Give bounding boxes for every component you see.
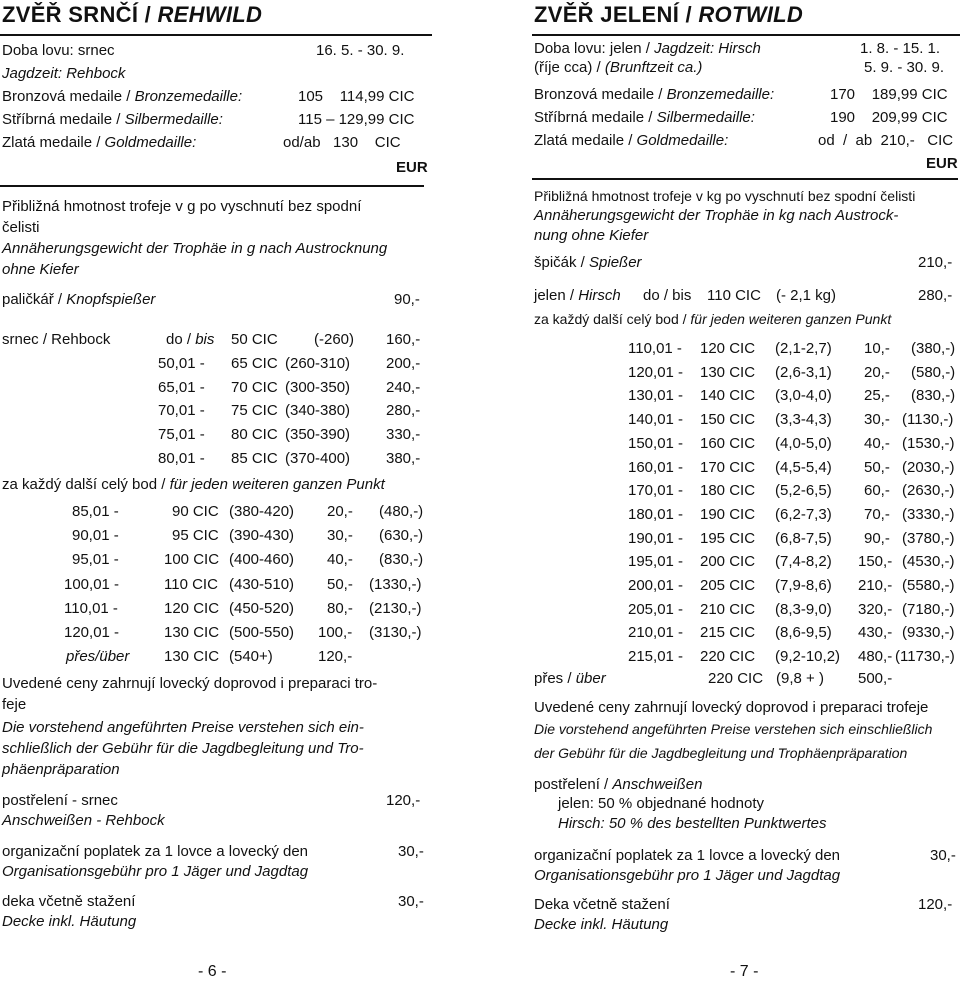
row-per-point: 320,- xyxy=(858,600,893,618)
row-price: 380,- xyxy=(386,450,421,467)
row-total: (630,-) xyxy=(379,527,424,545)
row-total: (2630,-) xyxy=(902,482,955,500)
row-weight: (7,9-8,6) xyxy=(775,577,832,594)
row-to: 70 CIC xyxy=(231,378,278,396)
row-to: 110 CIC xyxy=(164,575,218,593)
wound-label: postřelení / Anschweißen xyxy=(534,776,703,793)
row-from: 95,01 - xyxy=(72,551,119,569)
row-per-point: 430,- xyxy=(858,624,893,642)
hirsch-weight: (- 2,1 kg) xyxy=(776,287,837,304)
row-per-point: 100,- xyxy=(318,624,353,641)
row-per-point: 70,- xyxy=(864,505,890,523)
org-cz: organizační poplatek za 1 lovce a lovecký den xyxy=(534,847,841,864)
season-label: Doba lovu: jelen / Jagdzeit: Hirsch xyxy=(534,40,761,57)
note-de-3: phäenpräparation xyxy=(2,761,120,778)
season-dates: 16. 5. - 30. 9. xyxy=(316,42,405,59)
hirsch-label: jelen / Hirsch xyxy=(534,287,621,304)
hirsch-bis: do / bis xyxy=(643,287,692,304)
over-weight: (540+) xyxy=(229,648,273,665)
row-weight: (6,2-7,3) xyxy=(775,505,832,523)
row-price: 240,- xyxy=(386,378,421,396)
row-to: 90 CIC xyxy=(172,503,219,520)
row-from: 190,01 - xyxy=(628,529,684,547)
row-from: 65,01 - xyxy=(158,378,205,396)
hirsch-price: 280,- xyxy=(918,287,953,304)
wound-line-1: jelen: 50 % objednané hodnoty xyxy=(558,795,765,812)
row-total: (380,-) xyxy=(911,340,956,357)
medal-bronze-range: 170 189,99 CIC xyxy=(830,86,948,103)
row-per-point: 150,- xyxy=(858,553,893,571)
over-to: 220 CIC xyxy=(708,670,764,687)
row-weight: (350-390) xyxy=(285,426,351,444)
medal-bronze: Bronzová medaile / Bronzemedaille: xyxy=(534,86,775,103)
page-number: - 7 - xyxy=(730,963,759,980)
row-per-point: 10,- xyxy=(864,340,890,357)
row-weight: (390-430) xyxy=(229,527,295,545)
row-weight: (380-420) xyxy=(229,503,295,520)
row-per-point: 50,- xyxy=(327,575,353,593)
row-weight: (340-380) xyxy=(285,402,351,420)
row-to: 160 CIC xyxy=(700,434,756,452)
hide-cz: Deka včetně stažení xyxy=(534,896,670,913)
row-weight: (5,2-6,5) xyxy=(775,482,832,500)
row-per-point: 40,- xyxy=(864,434,890,452)
row-total: (9330,-) xyxy=(902,624,955,642)
medal-bronze: Bronzová medaile / Bronzemedaille: xyxy=(2,88,243,105)
knopf-label: paličkář / Knopfspießer xyxy=(2,291,156,308)
row-total: (4530,-) xyxy=(902,553,955,571)
row-total: (7180,-) xyxy=(902,600,955,618)
row-from: 160,01 - xyxy=(628,458,684,476)
row-total: (1330,-) xyxy=(369,575,422,593)
row-weight: (-260) xyxy=(314,331,355,348)
row-from: do / bis xyxy=(166,331,215,348)
row-from: 215,01 - xyxy=(628,648,684,666)
org-de: Organisationsgebühr pro 1 Jäger und Jagdtag xyxy=(2,863,309,880)
over-label: přes/über xyxy=(66,648,130,665)
row-from: 90,01 - xyxy=(72,527,119,545)
row-to: 130 CIC xyxy=(164,624,220,641)
row-per-point: 50,- xyxy=(864,458,890,476)
row-to: 170 CIC xyxy=(700,458,756,476)
medal-silver: Stříbrná medaile / Silbermedaille: xyxy=(2,111,223,128)
note-de-2: schließlich der Gebühr für die Jagdbegleitung und Tro- xyxy=(2,740,364,757)
divider xyxy=(532,178,958,180)
row-total: (1130,-) xyxy=(902,411,954,429)
over-per: 500,- xyxy=(858,670,893,687)
row-to: 200 CIC xyxy=(700,553,756,571)
row-to: 120 CIC xyxy=(700,340,756,357)
row-from: 120,01 - xyxy=(628,363,684,381)
row-price: 200,- xyxy=(386,354,421,372)
row-total: (2130,-) xyxy=(369,599,422,617)
spiess-label: špičák / Spießer xyxy=(534,254,642,271)
row-from: 100,01 - xyxy=(64,575,120,593)
season-dates: 1. 8. - 15. 1. xyxy=(860,40,941,57)
row-total: (480,-) xyxy=(379,503,424,520)
row-from: 110,01 - xyxy=(628,340,682,357)
row-per-point: 60,- xyxy=(864,482,890,500)
row-from: 130,01 - xyxy=(628,387,684,405)
row-to: 220 CIC xyxy=(700,648,756,666)
left-title: ZVĚŘ SRNČÍ / REHWILD xyxy=(2,2,263,27)
row-total: (2030,-) xyxy=(902,458,955,476)
row-total: (5580,-) xyxy=(902,577,955,594)
row-price: 280,- xyxy=(386,402,421,420)
row-from: 170,01 - xyxy=(628,482,684,500)
row-weight: (300-350) xyxy=(285,378,351,396)
weight-cz-1: Přibližná hmotnost trofeje v g po vyschnutí bez spodní xyxy=(2,198,362,215)
row-to: 195 CIC xyxy=(700,529,756,547)
currency-label: EUR xyxy=(926,155,958,172)
row-weight: (370-400) xyxy=(285,450,351,467)
row-price: 330,- xyxy=(386,426,421,444)
note-cz-1: Uvedené ceny zahrnují lovecký doprovod i preparaci tro- xyxy=(2,675,378,692)
season-label: Doba lovu: srnec xyxy=(2,42,115,59)
weight-cz-2: čelisti xyxy=(2,219,40,236)
row-from: 80,01 - xyxy=(158,450,205,467)
row-weight: (7,4-8,2) xyxy=(775,553,832,571)
org-de: Organisationsgebühr pro 1 Jäger und Jagdtag xyxy=(534,867,841,884)
row-to: 190 CIC xyxy=(700,505,756,523)
medal-silver: Stříbrná medaile / Silbermedaille: xyxy=(534,109,755,126)
wound-price: 120,- xyxy=(386,792,421,809)
rehbock-label: srnec / Rehbock xyxy=(2,331,111,348)
extra-label: za každý další celý bod / für jeden weiteren ganzen Punkt xyxy=(534,311,892,327)
hide-price: 120,- xyxy=(918,896,953,913)
hide-price: 30,- xyxy=(398,893,424,910)
medal-silver-range: 190 209,99 CIC xyxy=(830,109,948,126)
row-from: 75,01 - xyxy=(158,426,205,444)
row-per-point: 20,- xyxy=(864,363,890,381)
row-weight: (500-550) xyxy=(229,624,295,641)
row-price: 160,- xyxy=(386,331,421,348)
rut-dates: 5. 9. - 30. 9. xyxy=(864,59,945,76)
row-from: 50,01 - xyxy=(158,354,205,372)
row-weight: (450-520) xyxy=(229,599,295,617)
row-total: (830,-) xyxy=(911,387,956,405)
hide-de: Decke inkl. Häutung xyxy=(2,913,137,930)
row-per-point: 20,- xyxy=(327,503,353,520)
wound-line-2: Hirsch: 50 % des bestellten Punktwertes xyxy=(558,815,827,832)
season-de: Jagdzeit: Rehbock xyxy=(2,65,126,82)
note-cz: Uvedené ceny zahrnují lovecký doprovod i preparaci trofeje xyxy=(534,699,929,716)
medal-silver-range: 115 – 129,99 CIC xyxy=(298,111,415,128)
weight-de-1: Annäherungsgewicht der Trophäe in g nach Austrocknung xyxy=(2,240,388,257)
org-price: 30,- xyxy=(398,843,424,860)
row-per-point: 25,- xyxy=(864,387,890,405)
row-from: 195,01 - xyxy=(628,553,684,571)
row-to: 65 CIC xyxy=(231,354,278,372)
row-to: 215 CIC xyxy=(700,624,756,642)
row-total: (1530,-) xyxy=(902,434,955,452)
hirsch-to: 110 CIC xyxy=(707,287,761,304)
row-per-point: 40,- xyxy=(327,551,353,569)
row-total: (830,-) xyxy=(379,551,424,569)
row-from: 205,01 - xyxy=(628,600,684,618)
row-weight: (3,3-4,3) xyxy=(775,411,832,429)
wound-de: Anschweißen - Rehbock xyxy=(2,812,165,829)
medal-gold-range: od/ab 130 CIC xyxy=(283,134,401,151)
row-from: 70,01 - xyxy=(158,402,205,420)
medal-gold: Zlatá medaile / Goldmedaille: xyxy=(2,134,197,151)
row-to: 130 CIC xyxy=(700,363,756,381)
row-to: 50 CIC xyxy=(231,331,278,348)
row-to: 140 CIC xyxy=(700,387,756,405)
row-total: (3780,-) xyxy=(902,529,955,547)
note-de-1: Die vorstehend angeführten Preise verstehen sich einschließlich xyxy=(534,721,933,737)
knopf-price: 90,- xyxy=(394,291,420,308)
weight-de-1: Annäherungsgewicht der Trophäe in kg nach Austrock- xyxy=(534,207,899,224)
row-weight: (9,2-10,2) xyxy=(775,648,841,666)
row-from: 120,01 - xyxy=(64,624,120,641)
currency-label: EUR xyxy=(396,159,428,176)
row-weight: (260-310) xyxy=(285,354,351,372)
rut-label: (říje cca) / (Brunftzeit ca.) xyxy=(534,59,703,76)
row-per-point: 80,- xyxy=(327,599,353,617)
row-weight: (3,0-4,0) xyxy=(775,387,832,405)
extra-label: za každý další celý bod / für jeden weiteren ganzen Punkt xyxy=(2,476,385,493)
row-from: 110,01 - xyxy=(64,599,118,617)
medal-gold-range: od / ab 210,- CIC xyxy=(818,132,954,149)
over-label: přes / über xyxy=(534,670,606,687)
row-weight: (6,8-7,5) xyxy=(775,529,832,547)
row-from: 150,01 - xyxy=(628,434,684,452)
row-to: 120 CIC xyxy=(164,599,220,617)
row-to: 95 CIC xyxy=(172,527,219,545)
row-from: 180,01 - xyxy=(628,505,684,523)
page-number: - 6 - xyxy=(198,963,227,980)
divider xyxy=(0,185,424,187)
org-price: 30,- xyxy=(930,847,956,864)
note-cz-2: feje xyxy=(2,696,27,713)
row-to: 205 CIC xyxy=(700,577,756,594)
row-total: (3130,-) xyxy=(369,624,422,641)
row-to: 180 CIC xyxy=(700,482,756,500)
row-to: 100 CIC xyxy=(164,551,220,569)
row-to: 210 CIC xyxy=(700,600,756,618)
row-from: 210,01 - xyxy=(628,624,684,642)
medal-bronze-range: 105 114,99 CIC xyxy=(298,88,415,105)
weight-de-2: ohne Kiefer xyxy=(2,261,79,278)
row-per-point: 30,- xyxy=(327,527,353,545)
row-weight: (2,6-3,1) xyxy=(775,363,832,381)
hide-cz: deka včetně stažení xyxy=(2,893,136,910)
spiess-price: 210,- xyxy=(918,254,953,271)
row-to: 75 CIC xyxy=(231,402,278,420)
weight-de-2: nung ohne Kiefer xyxy=(534,227,649,244)
row-weight: (4,5-5,4) xyxy=(775,458,832,476)
over-per: 120,- xyxy=(318,648,353,665)
note-de-2: der Gebühr für die Jagdbegleitung und Trophäenpräparation xyxy=(534,745,908,761)
row-per-point: 210,- xyxy=(858,577,893,594)
row-from: 85,01 - xyxy=(72,503,119,520)
row-weight: (8,3-9,0) xyxy=(775,600,832,618)
note-de-1: Die vorstehend angeführten Preise verstehen sich ein- xyxy=(2,719,364,736)
row-per-point: 30,- xyxy=(864,411,890,429)
org-cz: organizační poplatek za 1 lovce a lovecký den xyxy=(2,843,309,860)
row-total: (11730,-) xyxy=(895,648,955,666)
weight-cz: Přibližná hmotnost trofeje v kg po vyschnutí bez spodní čelisti xyxy=(534,188,916,204)
row-per-point: 90,- xyxy=(864,529,890,547)
row-weight: (430-510) xyxy=(229,575,295,593)
divider xyxy=(0,34,432,36)
row-weight: (400-460) xyxy=(229,551,295,569)
wound-cz: postřelení - srnec xyxy=(2,792,118,809)
divider xyxy=(532,34,960,36)
row-to: 150 CIC xyxy=(700,411,756,429)
row-to: 80 CIC xyxy=(231,426,278,444)
hide-de: Decke inkl. Häutung xyxy=(534,916,669,933)
row-to: 85 CIC xyxy=(231,450,278,467)
row-from: 140,01 - xyxy=(628,411,684,429)
right-title: ZVĚŘ JELENÍ / ROTWILD xyxy=(534,2,804,27)
row-weight: (4,0-5,0) xyxy=(775,434,832,452)
row-from: 200,01 - xyxy=(628,577,684,594)
medal-gold: Zlatá medaile / Goldmedaille: xyxy=(534,132,729,149)
row-total: (580,-) xyxy=(911,363,956,381)
over-to: 130 CIC xyxy=(164,648,220,665)
row-total: (3330,-) xyxy=(902,505,955,523)
row-weight: (2,1-2,7) xyxy=(775,340,832,357)
over-weight: (9,8 + ) xyxy=(776,670,824,687)
row-per-point: 480,- xyxy=(858,648,893,666)
row-weight: (8,6-9,5) xyxy=(775,624,832,642)
